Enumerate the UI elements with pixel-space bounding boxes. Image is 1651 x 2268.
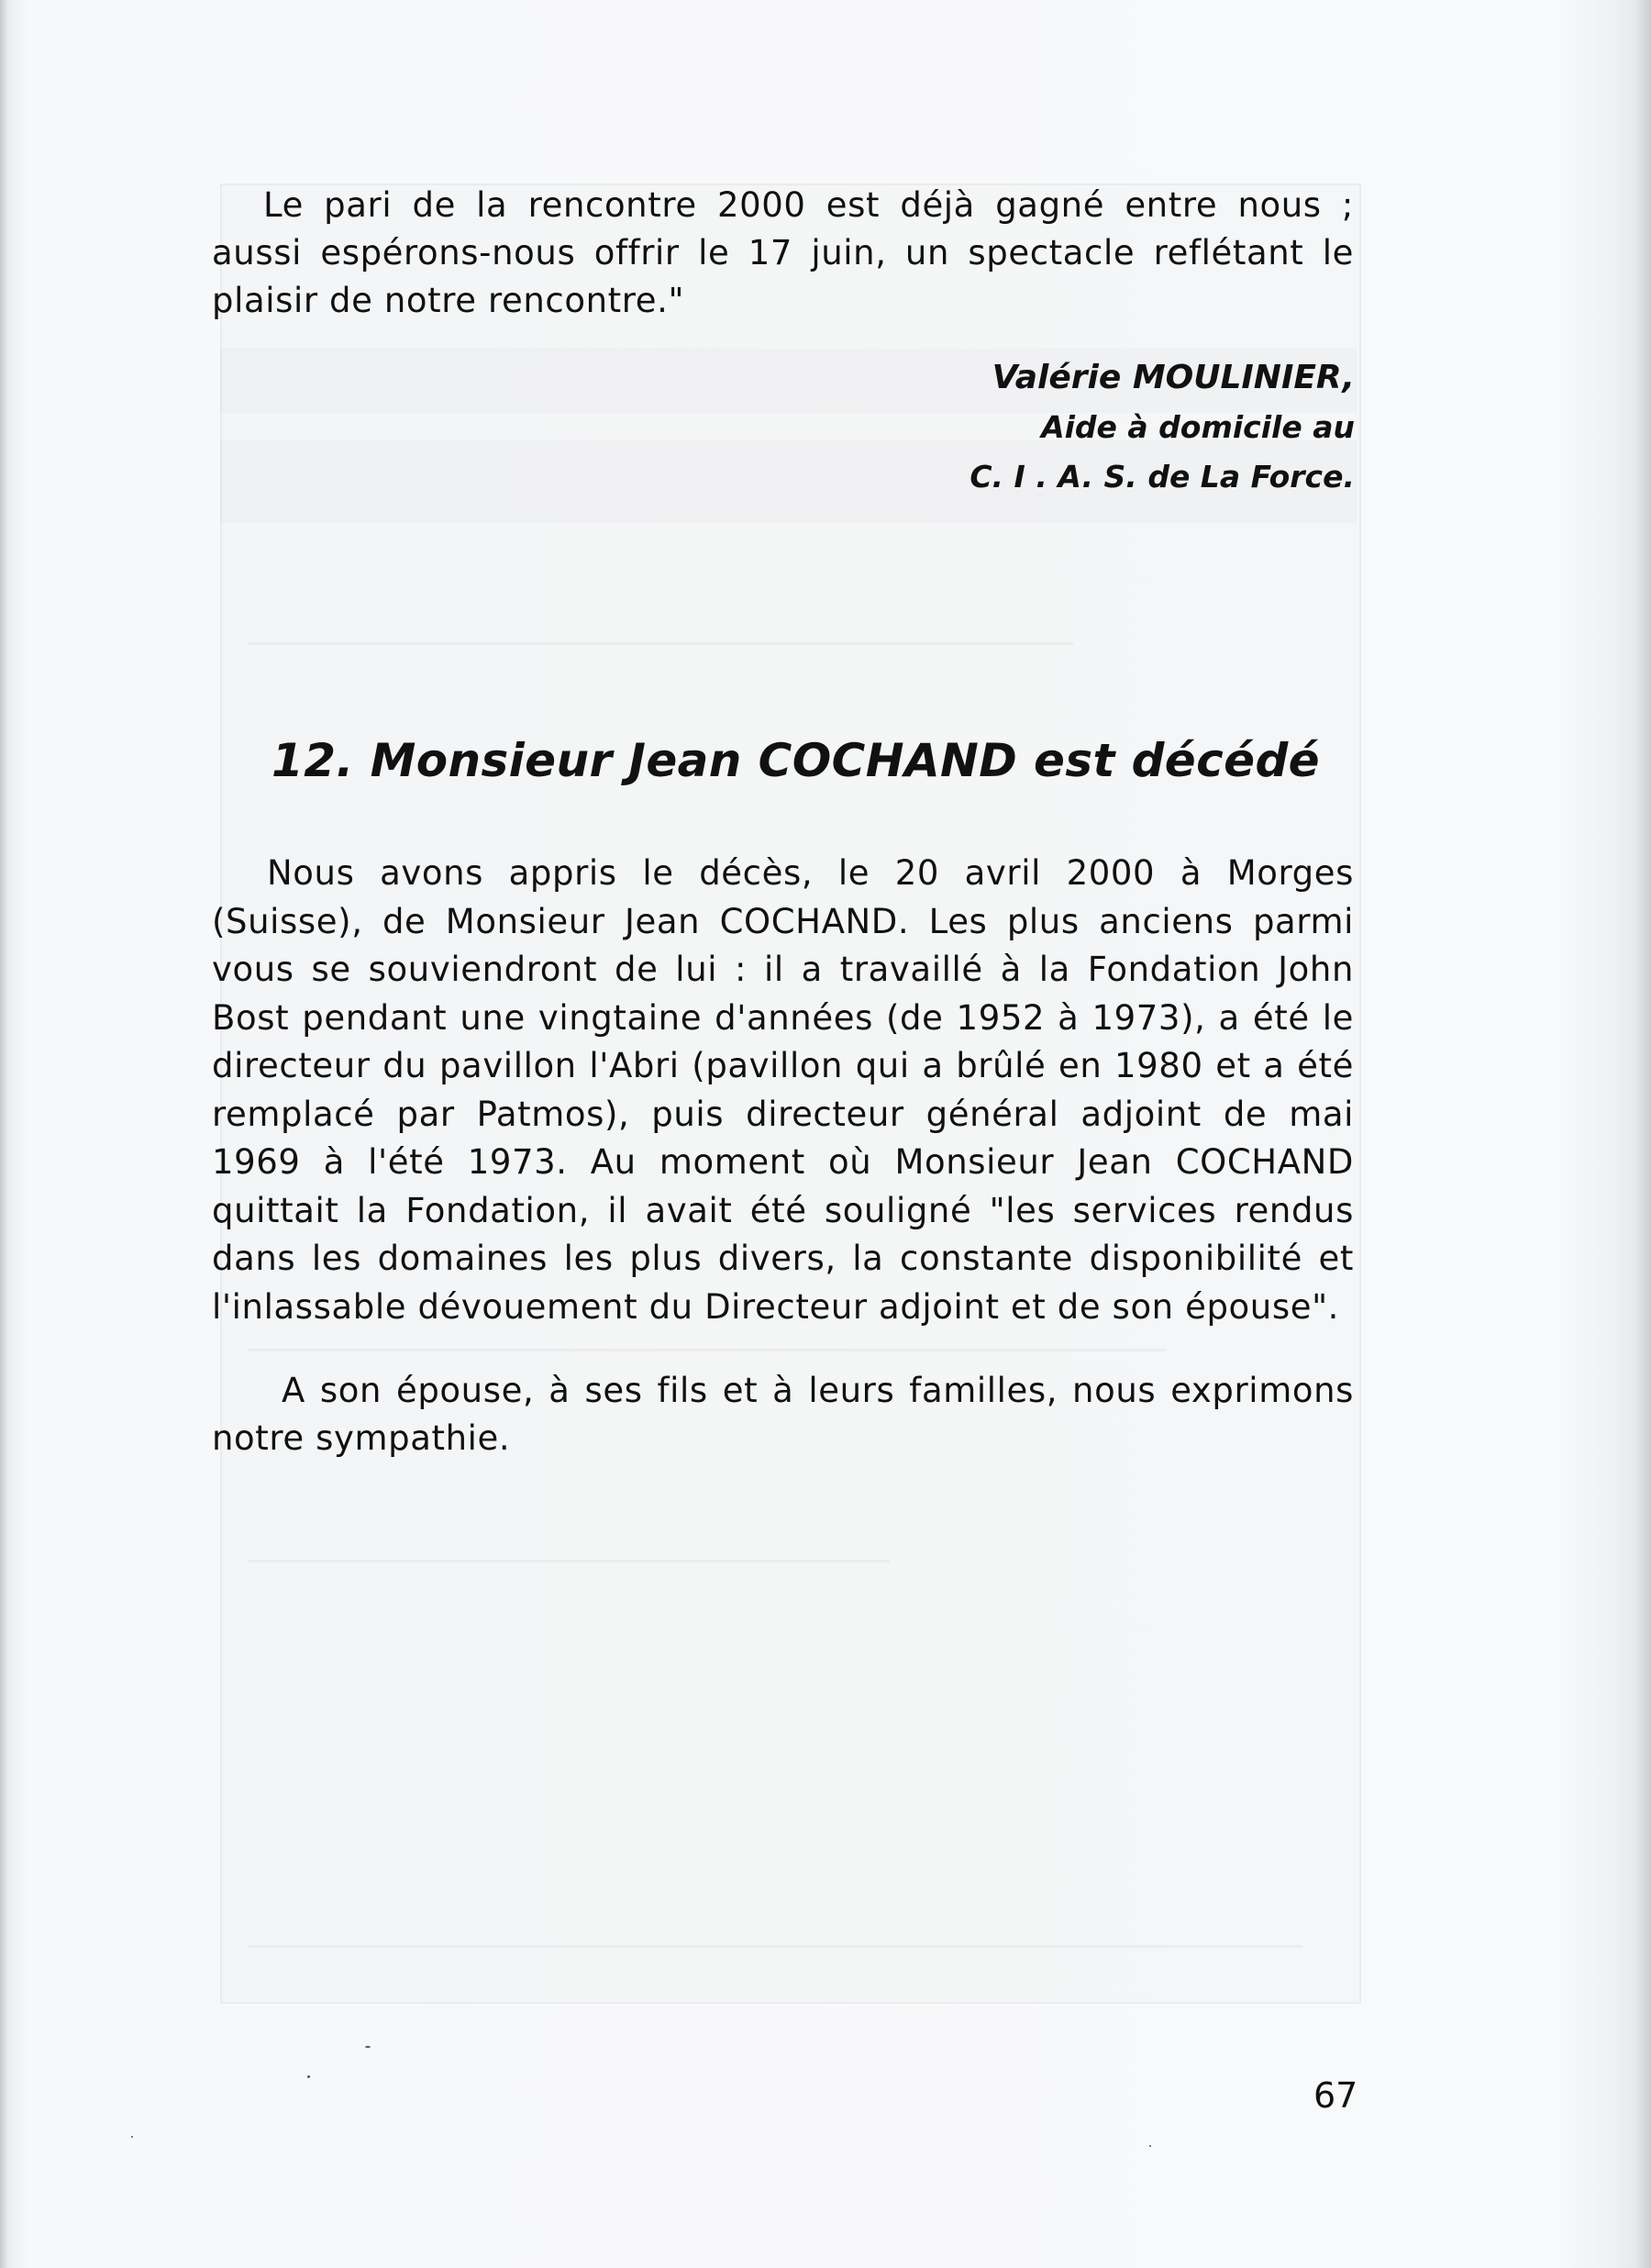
signature-block xyxy=(970,353,1355,502)
page-left-edge xyxy=(0,0,9,2268)
scan-speck xyxy=(131,2136,133,2138)
section-heading: 12. Monsieur Jean COCHAND est décédé xyxy=(271,734,1320,787)
page-right-edge xyxy=(1634,0,1651,2268)
bleed-through-line xyxy=(248,1560,890,1562)
bleed-through-line xyxy=(248,642,1073,645)
closing-paragraph: A son épouse, à ses fils et à leurs familles, nous exprimons notre sympathie. xyxy=(212,1371,1354,1458)
body-paragraph: Nous avons appris le décès, le 20 avril 2000 à Morges (Suisse), de Monsieur Jean COCHAND. Les plus anciens parmi vous se souviendront de lui : il a travaillé à la Fondation John Bost pendant une vingtaine d'années (de 1952 à 1973), a été le directeur du pavillon l'Abri (pavillon qui a brûlé en 1980 et a été remplacé par Patmos), puis directeur général adjoint de mai 1969 à l'été 1973. Au moment où Monsieur Jean COCHAND quittait la Fondation, il avait été souligné "les services rendus dans les domaines les plus divers, la constante disponibilité et l'inlassable dévouement du Directeur adjoint et de son épouse". xyxy=(212,853,1354,1327)
scan-speck xyxy=(307,2075,310,2078)
page-number: 67 xyxy=(1313,2075,1358,2116)
intro-paragraph: Le pari de la rencontre 2000 est déjà gagné entre nous ; aussi espérons-nous offrir le 17 juin, un spectacle reflétant le plaisir de notre rencontre." xyxy=(212,185,1354,320)
bleed-through-line xyxy=(248,1945,1302,1948)
signature-role: Aide à domicile au xyxy=(1041,409,1355,445)
bleed-through-line xyxy=(248,1349,1165,1351)
scan-speck xyxy=(1149,2145,1151,2147)
scan-speck xyxy=(365,2046,371,2048)
signature-organization: C. I . A. S. de La Force. xyxy=(970,459,1355,495)
signature-name: Valérie MOULINIER, xyxy=(992,359,1355,396)
